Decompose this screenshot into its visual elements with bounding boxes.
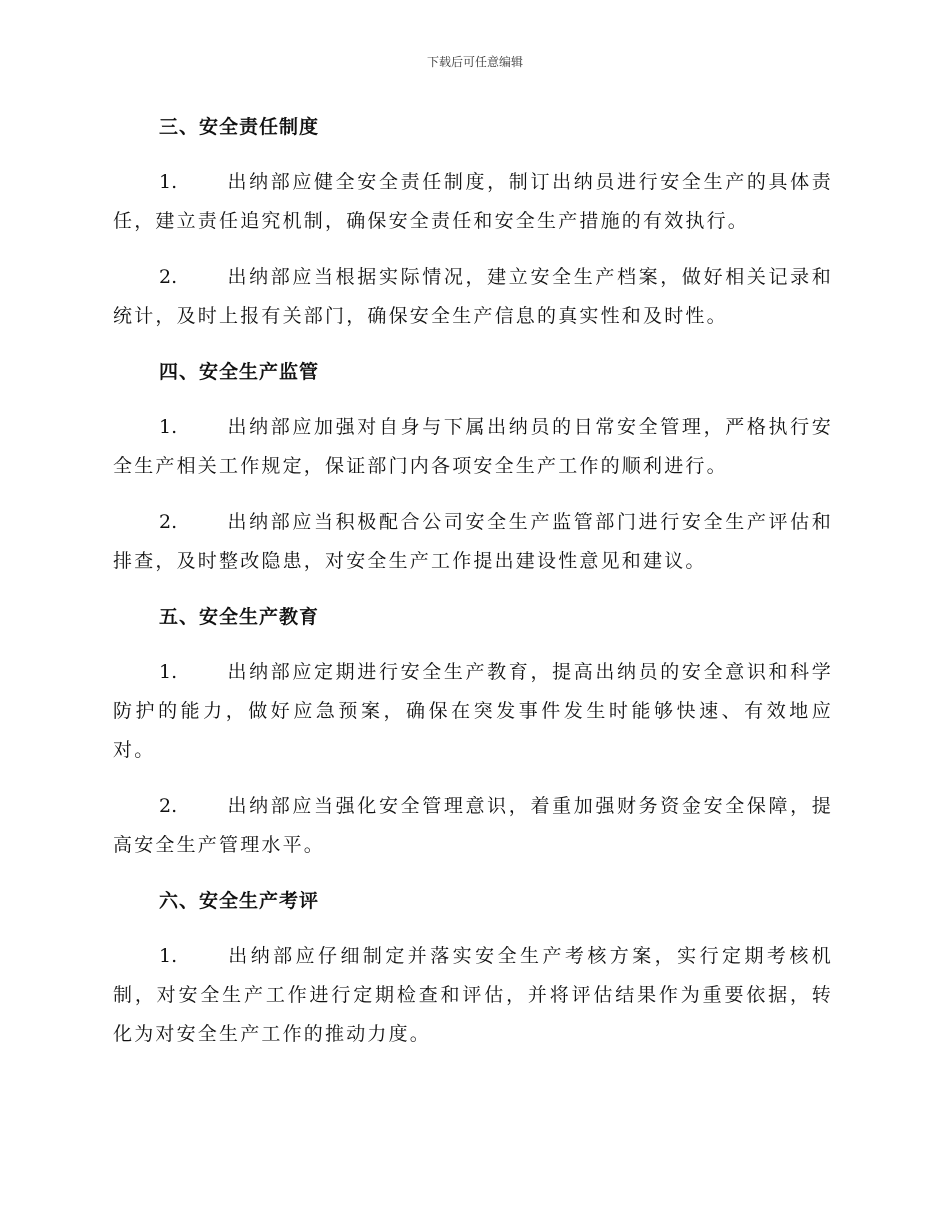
list-item — [113, 653, 833, 770]
section-heading: 五、安全生产教育 — [159, 606, 320, 628]
item-text: 出纳部应当积极配合公司安全生产监管部门进行安全生产评估和排查，及时整改隐患，对安全生产工作提出建设性意见和建议。 — [113, 511, 833, 572]
document-body — [113, 108, 833, 1071]
item-number: 2. — [159, 795, 178, 817]
page-header: 下载后可任意编辑 — [426, 55, 523, 69]
item-number: 1. — [159, 661, 178, 683]
section-heading: 三、安全责任制度 — [159, 116, 320, 138]
item-number: 1. — [159, 171, 178, 193]
item-text: 出纳部应仔细制定并落实安全生产考核方案，实行定期考核机制，对安全生产工作进行定期检查和评估，并将评估结果作为重要依据，转化为对安全生产工作的推动力度。 — [113, 945, 833, 1045]
item-number: 2. — [159, 266, 178, 288]
list-item — [113, 258, 833, 336]
list-item — [113, 163, 833, 241]
item-text: 出纳部应当强化安全管理意识，着重加强财务资金安全保障，提高安全生产管理水平。 — [113, 795, 833, 856]
item-text: 出纳部应当根据实际情况，建立安全生产档案，做好相关记录和统计，及时上报有关部门，确保安全生产信息的真实性和及时性。 — [113, 266, 833, 327]
item-number: 2. — [159, 511, 178, 533]
list-item — [113, 408, 833, 486]
item-text: 出纳部应加强对自身与下属出纳员的日常安全管理，严格执行安全生产相关工作规定，保证部门内各项安全生产工作的顺利进行。 — [113, 416, 833, 477]
section-heading: 四、安全生产监管 — [159, 361, 320, 383]
list-item — [113, 787, 833, 865]
item-number: 1. — [159, 416, 178, 438]
list-item — [113, 503, 833, 581]
item-text: 出纳部应定期进行安全生产教育，提高出纳员的安全意识和科学防护的能力，做好应急预案，确保在突发事件发生时能够快速、有效地应对。 — [113, 661, 833, 761]
item-text: 出纳部应健全安全责任制度，制订出纳员进行安全生产的具体责任，建立责任追究机制，确保安全责任和安全生产措施的有效执行。 — [113, 171, 833, 232]
item-number: 1. — [159, 945, 178, 967]
list-item — [113, 937, 833, 1054]
section-heading: 六、安全生产考评 — [159, 890, 320, 912]
